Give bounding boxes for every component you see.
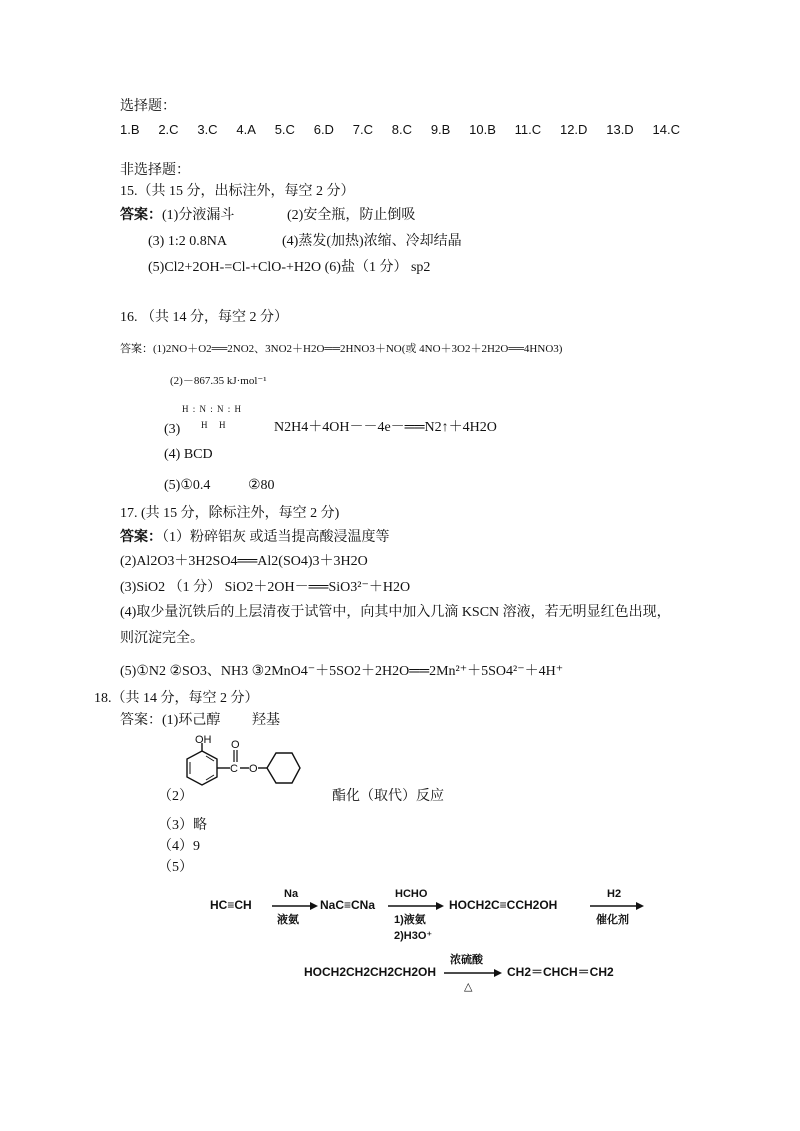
- q16-line5a: (5)①0.4: [164, 478, 211, 493]
- q18-line4: （4）9: [158, 839, 200, 854]
- mc-title: 选择题：: [120, 99, 176, 114]
- mc-answer: 13.D: [606, 122, 634, 137]
- q15-line1a: (1)分液漏斗: [162, 208, 235, 223]
- mc-answer: 4.A: [236, 122, 256, 137]
- q18-line1a: 答案：(1)环己醇: [120, 713, 221, 728]
- lewis-structure-h-right: H: [219, 420, 226, 430]
- arrow-3: [590, 902, 644, 910]
- q17-line3: (3)SiO2 （1 分） SiO2＋2OH－══SiO3²⁻＋H2O: [120, 580, 411, 595]
- oh-label: OH: [195, 735, 212, 746]
- q15-line2b: (4)蒸发(加热)浓缩、冷却结晶: [282, 234, 462, 249]
- q18-line5: （5）: [158, 860, 193, 875]
- q18-title: 18.（共 14 分，每空 2 分）: [94, 691, 259, 706]
- ester-structure-diagram: [176, 735, 301, 805]
- q16-line3-label: (3): [164, 422, 181, 437]
- mc-answer: 8.C: [391, 122, 413, 137]
- scheme-r3: HOCH2C≡CCH2OH: [449, 898, 558, 912]
- q18-line1b: 羟基: [252, 713, 280, 728]
- mc-answer: 9.B: [430, 122, 451, 137]
- scheme-a4-top: 浓硫酸: [450, 954, 483, 966]
- carbonyl-o-label: O: [231, 739, 240, 751]
- lewis-structure-top: H : N : N : H: [182, 404, 242, 414]
- q16-line2: (2)－867.35 kJ·mol⁻¹: [170, 375, 267, 387]
- q18-line2-text: 酯化（取代）反应: [332, 789, 444, 804]
- scheme-r5: CH2＝CHCH＝CH2: [507, 965, 614, 979]
- scheme-a2-bottom2: 2)H3O⁺: [394, 930, 433, 942]
- scheme-a3-top: H2: [607, 888, 622, 900]
- arrow-4: [444, 969, 502, 977]
- scheme-r2: NaC≡CNa: [320, 898, 376, 912]
- carbon-label: C: [230, 763, 238, 775]
- answer-label: 答案：: [120, 208, 162, 223]
- scheme-a3-bottom: 催化剂: [596, 914, 629, 926]
- q16-line5b: ②80: [248, 478, 275, 493]
- q15-line1b: (2)安全瓶，防止倒吸: [287, 208, 416, 223]
- q17-line6: (5)①N2 ②SO3、NH3 ③2MnO4⁻＋5SO2＋2H2O══2Mn²⁺＋5SO4²⁻＋4H⁺: [120, 664, 564, 679]
- non-mc-title: 非选择题：: [120, 163, 190, 178]
- mc-answer: 2.C: [158, 122, 179, 137]
- mc-answer: 5.C: [274, 122, 295, 137]
- scheme-a2-bottom1: 1)液氨: [394, 914, 426, 926]
- mc-answer: 1.B: [120, 122, 140, 137]
- q17-line1: [120, 529, 390, 547]
- q17-line4: (4)取少量沉铁后的上层清夜于试管中，向其中加入几滴 KSCN 溶液，若无明显红色出现，: [120, 605, 671, 620]
- mc-answer: 11.C: [514, 122, 542, 137]
- q15-line1: [120, 207, 234, 225]
- q17-title: 17. (共 15 分，除标注外，每空 2 分): [120, 506, 340, 521]
- cyclohexane-ring: [267, 753, 300, 783]
- q15-title: 15.（共 15 分，出标注外，每空 2 分）: [120, 184, 355, 199]
- q16-line3-eq: N2H4＋4OH－－4e－══N2↑＋4H2O: [274, 420, 497, 435]
- scheme-r4: HOCH2CH2CH2CH2OH: [304, 965, 437, 979]
- answer-label: 答案：: [120, 530, 162, 545]
- q15-line2a: (3) 1:2 0.8NA: [148, 234, 227, 249]
- q17-line1-text: （1）粉碎铝灰 或适当提高酸浸温度等: [162, 530, 390, 545]
- mc-answer: 10.B: [469, 122, 496, 137]
- mc-answer: 12.D: [559, 122, 588, 137]
- q17-line2: (2)Al2O3＋3H2SO4══Al2(SO4)3＋3H2O: [120, 554, 368, 569]
- benzene-ring: [187, 751, 217, 785]
- ester-o-label: O: [249, 763, 258, 775]
- q16-line4: (4) BCD: [164, 447, 213, 462]
- mc-answers-row: [120, 122, 680, 137]
- q18-line2-label: （2）: [158, 789, 193, 804]
- arrow-2: [388, 902, 444, 910]
- scheme-r1: HC≡CH: [210, 898, 252, 912]
- q15-line3: (5)Cl2+2OH-=Cl-+ClO-+H2O (6)盐（1 分） sp2: [148, 260, 431, 275]
- q16-line1: 答案：(1)2NO＋O2══2NO2、3NO2＋H2O══2HNO3＋NO(或 4NO＋3O2＋2H2O══4HNO3): [120, 343, 563, 355]
- mc-answer: 7.C: [352, 122, 373, 137]
- scheme-a1-top: Na: [284, 888, 299, 900]
- lewis-structure-h-left: H: [201, 420, 208, 430]
- q16-title: 16. （共 14 分，每空 2 分）: [120, 310, 288, 325]
- mc-answer: 14.C: [652, 122, 680, 137]
- mc-answer: 3.C: [197, 122, 218, 137]
- scheme-a2-top: HCHO: [395, 888, 428, 900]
- scheme-a4-bottom: △: [464, 981, 473, 993]
- arrow-1: [272, 902, 318, 910]
- scheme-a1-bottom: 液氨: [277, 914, 299, 926]
- mc-answer: 6.D: [313, 122, 334, 137]
- q18-line3: （3）略: [158, 818, 207, 833]
- q17-line5: 则沉淀完全。: [120, 631, 204, 646]
